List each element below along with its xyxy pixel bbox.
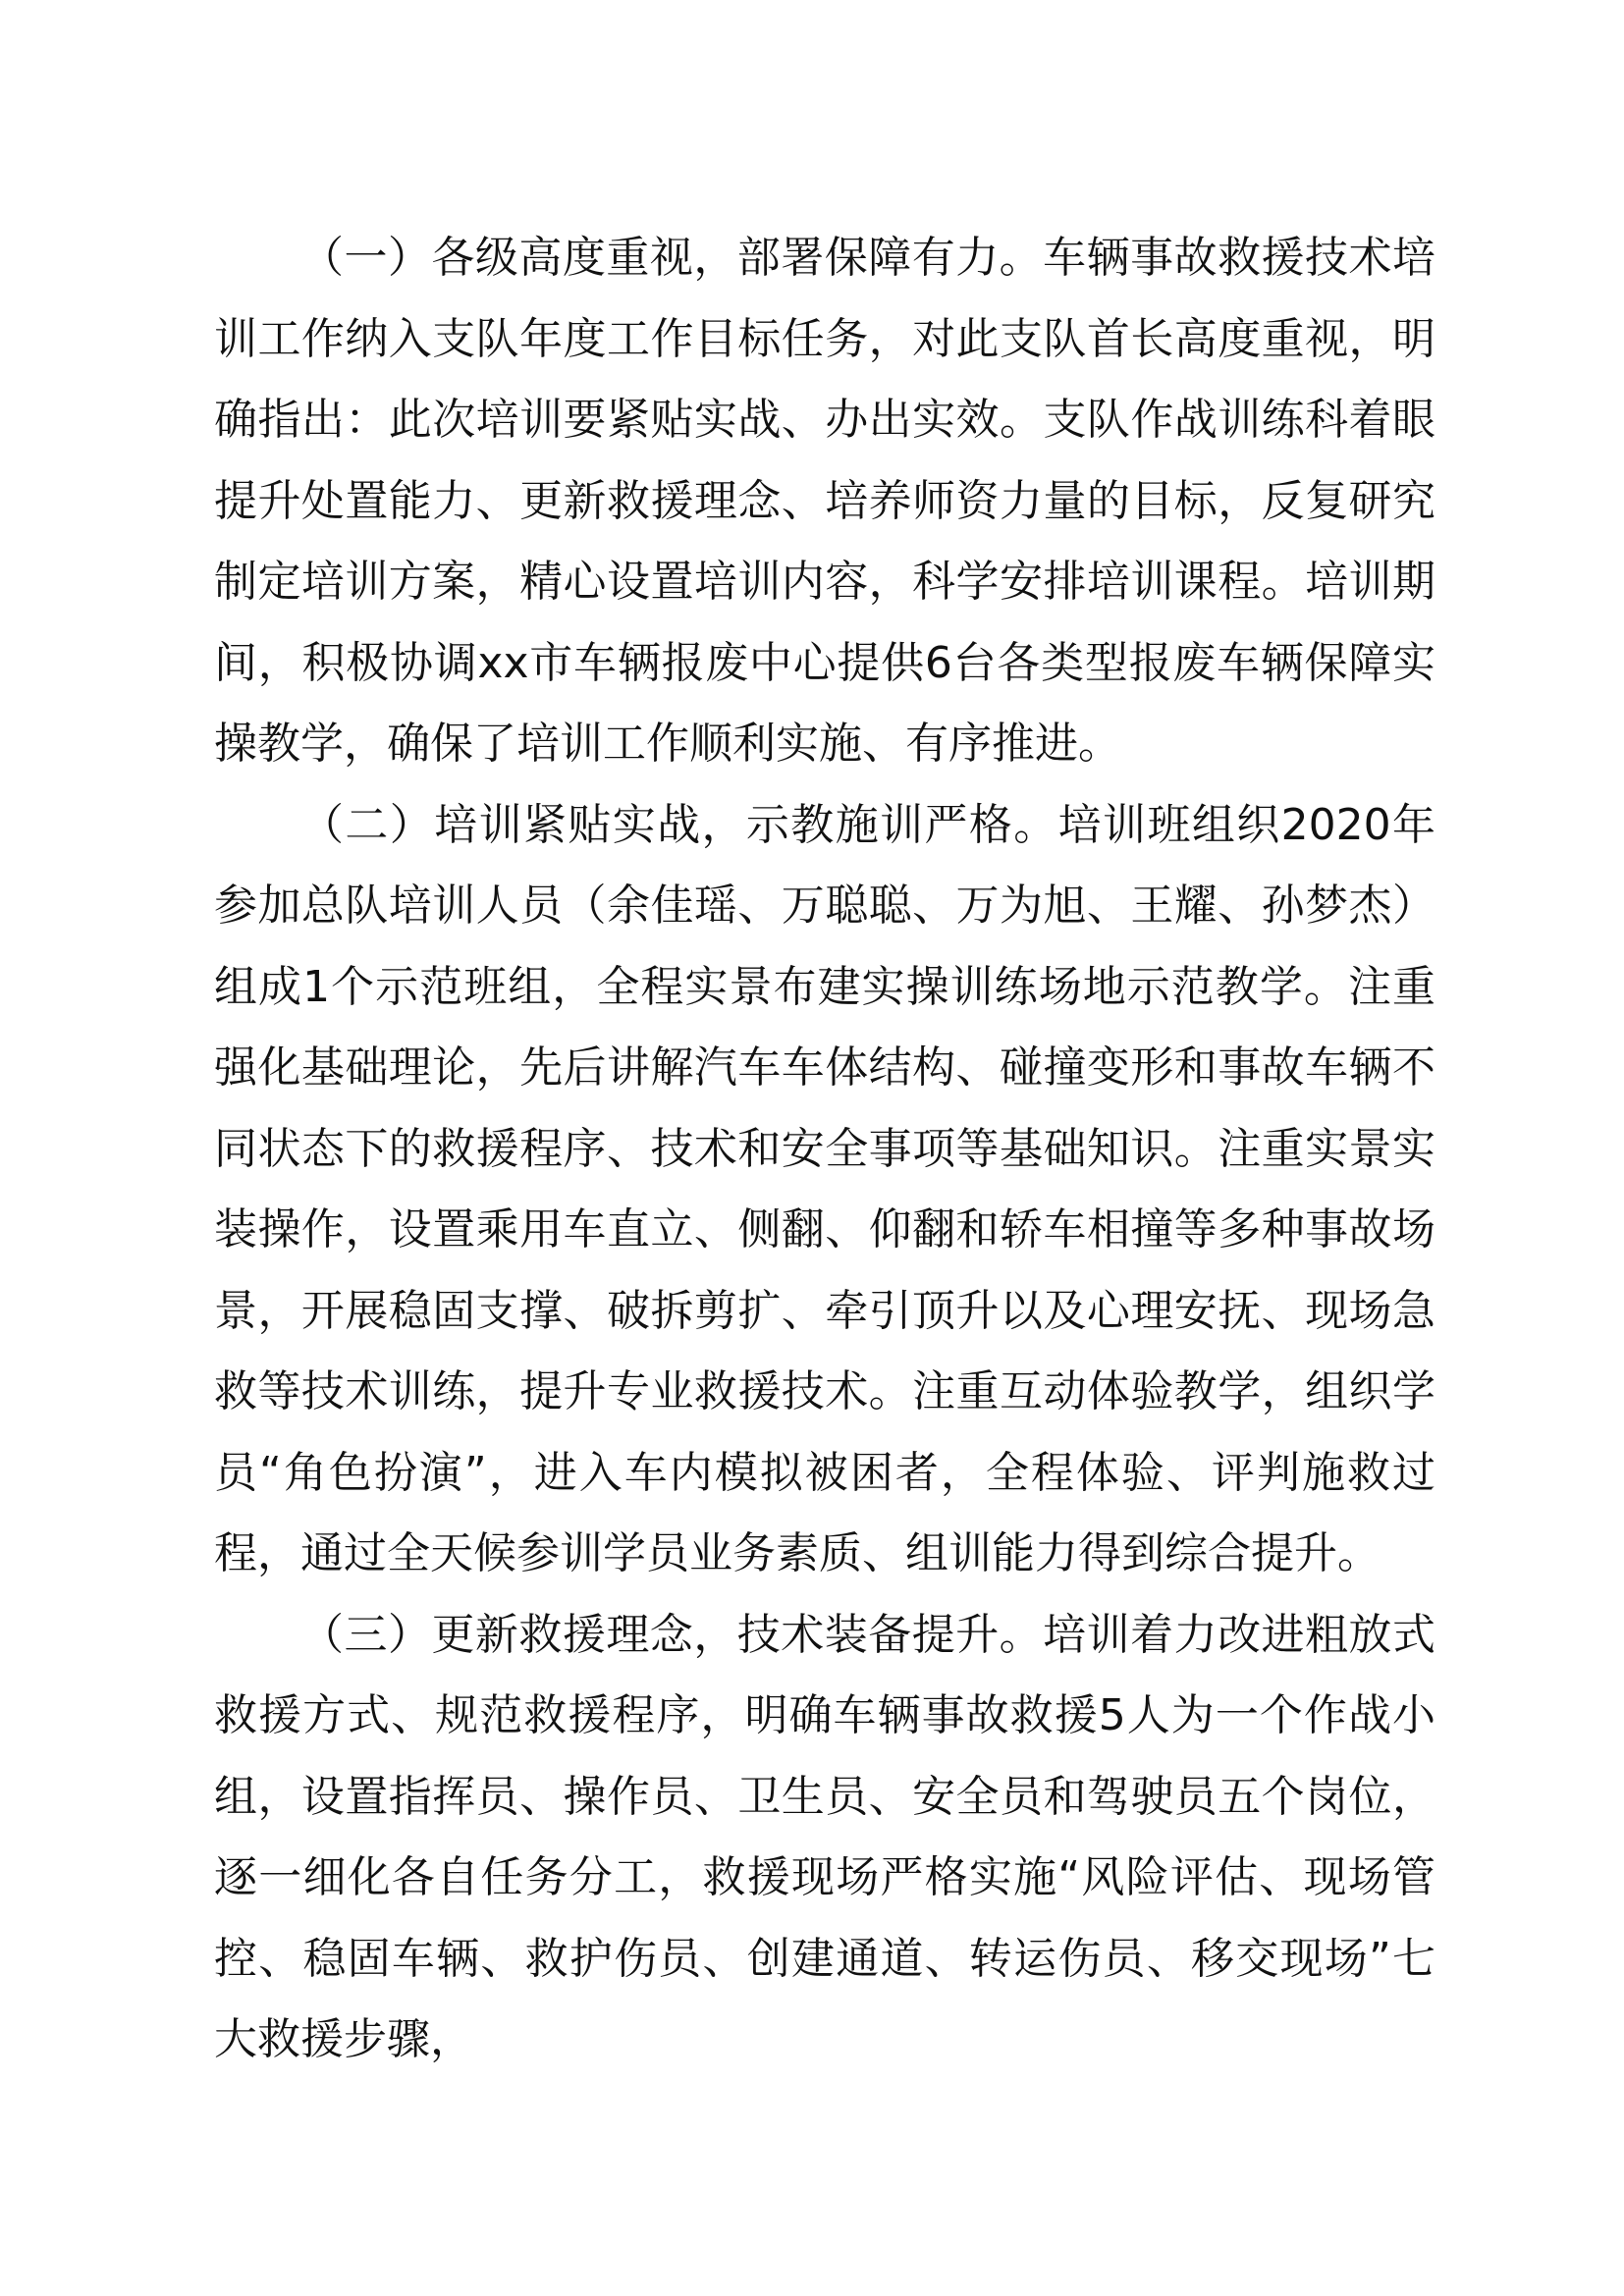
paragraph-2: （二）培训紧贴实战，示教施训严格。培训班组织2020年参加总队培训人员（余佳瑶、万聪聪、万为旭、王耀、孙梦杰）组成1个示范班组，全程实景布建实操训练场地示范教学。注重强化基础理论，先后讲解汽车车体结构、碰撞变形和事故车辆不同状态下的救援程序、技术和安全事项等基础知识。注重实景实装操作，设置乘用车直立、侧翻、仰翻和轿车相撞等多种事故场景，开展稳固支撑、破拆剪扩、牵引顶升以及心理安抚、现场急救等技术训练，提升专业救援技术。注重互动体验教学，组织学员“角色扮演”，进入车内模拟被困者，全程体验、评判施救过程，通过全天候参训学员业务素质、组训能力得到综合提升。 [214, 799, 1435, 1578]
document-body [214, 218, 1435, 2081]
paragraph-1: （一）各级高度重视，部署保障有力。车辆事故救援技术培训工作纳入支队年度工作目标任务，对此支队首长高度重视，明确指出：此次培训要紧贴实战、办出实效。支队作战训练科着眼提升处置能力、更新救援理念、培养师资力量的目标，反复研究制定培训方案，精心设置培训内容，科学安排培训课程。培训期间，积极协调xx市车辆报废中心提供6台各类型报废车辆保障实操教学，确保了培训工作顺利实施、有序推进。 [214, 233, 1435, 769]
paragraph-3: （三）更新救援理念，技术装备提升。培训着力改进粗放式救援方式、规范救援程序，明确车辆事故救援5人为一个作战小组，设置指挥员、操作员、卫生员、安全员和驾驶员五个岗位，逐一细化各自任务分工，救援现场严格实施“风险评估、现场管控、稳固车辆、救护伤员、创建通道、转运伤员、移交现场”七大救援步骤， [214, 1609, 1435, 2064]
